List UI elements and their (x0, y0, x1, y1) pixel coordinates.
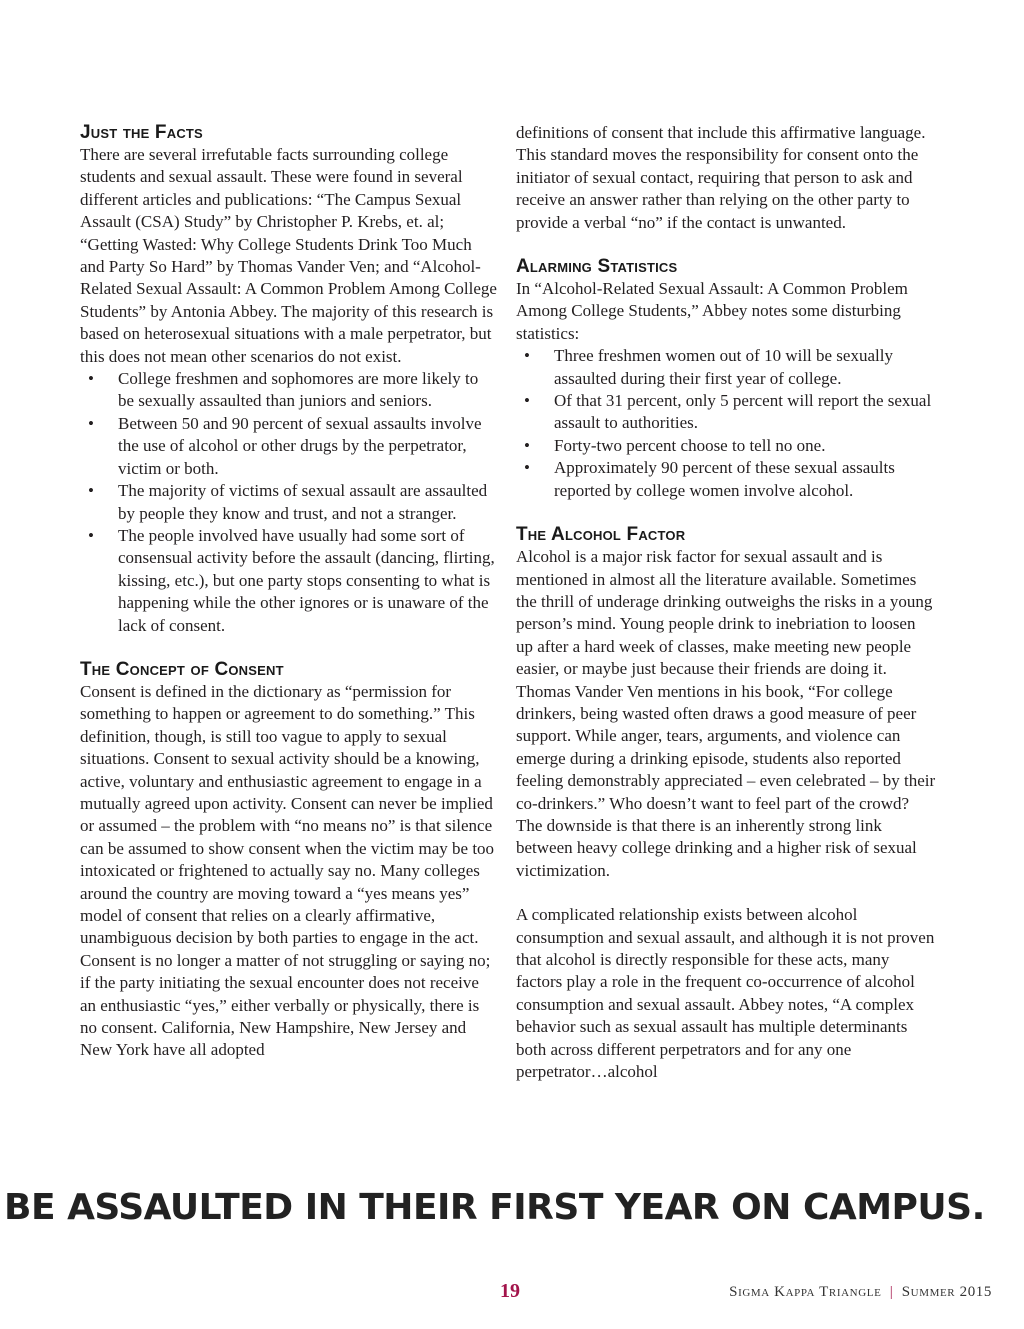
alcohol-paragraph-1: Alcohol is a major risk factor for sexual assault and is mentioned in almost all the literature available. Sometimes the thrill of underage drinking outweighs the risks in a young person’s mind. Young people drink to inebriation to loosen up after a hard week of classes, make meeting new people easier, or maybe just because their friends are doing it. Thomas Vander Ven mentions in his book, “For college drinkers, being wasted often draws a good measure of peer support. While anger, tears, arguments, and violence can emerge during a drinking episode, students also reported feeling demonstrably appreciated – even celebrated – by their co-drinkers.” Who doesn’t want to feel part of the crowd? The downside is that there is an inherently strong link between heavy college drinking and a higher risk of sexual victimization. (516, 547, 936, 880)
just-facts-intro: There are several irrefutable facts surrounding college students and sexual assault. These were found in several different articles and publications: “The Campus Sexual Assault (CSA) Study” by Christopher P. Krebs, et. al; “Getting Wasted: Why College Students Drink Too Much and Party So Hard” by Thomas Vander Ven; and “Alcohol-Related Sexual Assault: A Common Problem Among College Students” by Antonia Abbey. The majority of this research is based on heterosexual situations with a male perpetrator, but this does not mean other scenarios do not exist. (80, 145, 497, 366)
consent-heading: The Concept of Consent (80, 658, 284, 680)
list-item: • Forty-two percent choose to tell no one. (516, 435, 936, 457)
list-item: • Between 50 and 90 percent of sexual assaults involve the use of alcohol or other drugs by the perpetrator, victim or both. (80, 413, 498, 480)
page-number: 19 (500, 1280, 520, 1302)
stats-list (516, 345, 936, 502)
footer-credit (729, 1284, 992, 1301)
list-item: • College freshmen and sophomores are more likely to be sexually assaulted than juniors and seniors. (80, 368, 498, 413)
consent-body: Consent is defined in the dictionary as “permission for something to happen or agreement to do something.” This definition, though, is still too vague to apply to sexual situations. Consent to sexual activity should be a knowing, active, voluntary and enthusiastic agreement to engage in a mutually agreed upon activity. Consent can never be implied or assumed – the problem with “no means no” is that silence can be assumed to show consent when the victim may be too intoxicated or frightened to actually say no. Many colleges around the country are moving toward a “yes means yes” model of consent that relies on a clearly affirmative, unambiguous decision by both parties to engage in the act. Consent is no longer a matter of not struggling or saying no; if the party initiating the sexual encounter does not receive an enthusiastic “yes,” either verbally or physically, there is no consent. California, New Hampshire, New Jersey and New York have all adopted (80, 681, 495, 1060)
pull-quote: BE ASSAULTED IN THEIR FIRST YEAR ON CAMPUS. (4, 1187, 985, 1228)
stats-intro: In “Alcohol-Related Sexual Assault: A Common Problem Among College Students,” Abbey notes some disturbing statistics: (516, 279, 908, 343)
list-item: • Approximately 90 percent of these sexual assaults reported by college women involve alcohol. (516, 457, 936, 502)
list-item: • Of that 31 percent, only 5 percent will report the sexual assault to authorities. (516, 390, 936, 435)
just-facts-list (80, 368, 498, 637)
publication-name: Sigma Kappa Triangle (729, 1284, 882, 1300)
list-item: • Three freshmen women out of 10 will be sexually assaulted during their first year of college. (516, 345, 936, 390)
right-column (516, 122, 936, 1083)
alcohol-paragraph-2: A complicated relationship exists between alcohol consumption and sexual assault, and although it is not proven that alcohol is directly responsible for these acts, many factors play a role in the frequent co-occurrence of alcohol consumption and sexual assault. Abbey notes, “A complex behavior such as sexual assault has multiple determinants both across different perpetrators and for any one perpetrator…alcohol (516, 905, 935, 1082)
footer-separator: | (889, 1284, 894, 1300)
issue-name: Summer 2015 (901, 1284, 992, 1300)
list-item: • The people involved have usually had some sort of consensual activity before the assault (dancing, flirting, kissing, etc.), but one party stops consenting to what is happening while the other ignores or is unaware of the lack of consent. (80, 525, 498, 637)
left-column (80, 122, 498, 1062)
consent-continued: definitions of consent that include this affirmative language. This standard moves the responsibility for consent onto the initiator of sexual contact, requiring that person to ask and receive an answer rather than relying on the other party to provide a verbal “no” if the contact is unwanted. (516, 123, 926, 232)
alcohol-heading: The Alcohol Factor (516, 524, 686, 546)
stats-heading: Alarming Statistics (516, 256, 678, 278)
list-item: • The majority of victims of sexual assault are assaulted by people they know and trust, and not a stranger. (80, 480, 498, 525)
just-facts-heading: Just the Facts (80, 122, 203, 143)
